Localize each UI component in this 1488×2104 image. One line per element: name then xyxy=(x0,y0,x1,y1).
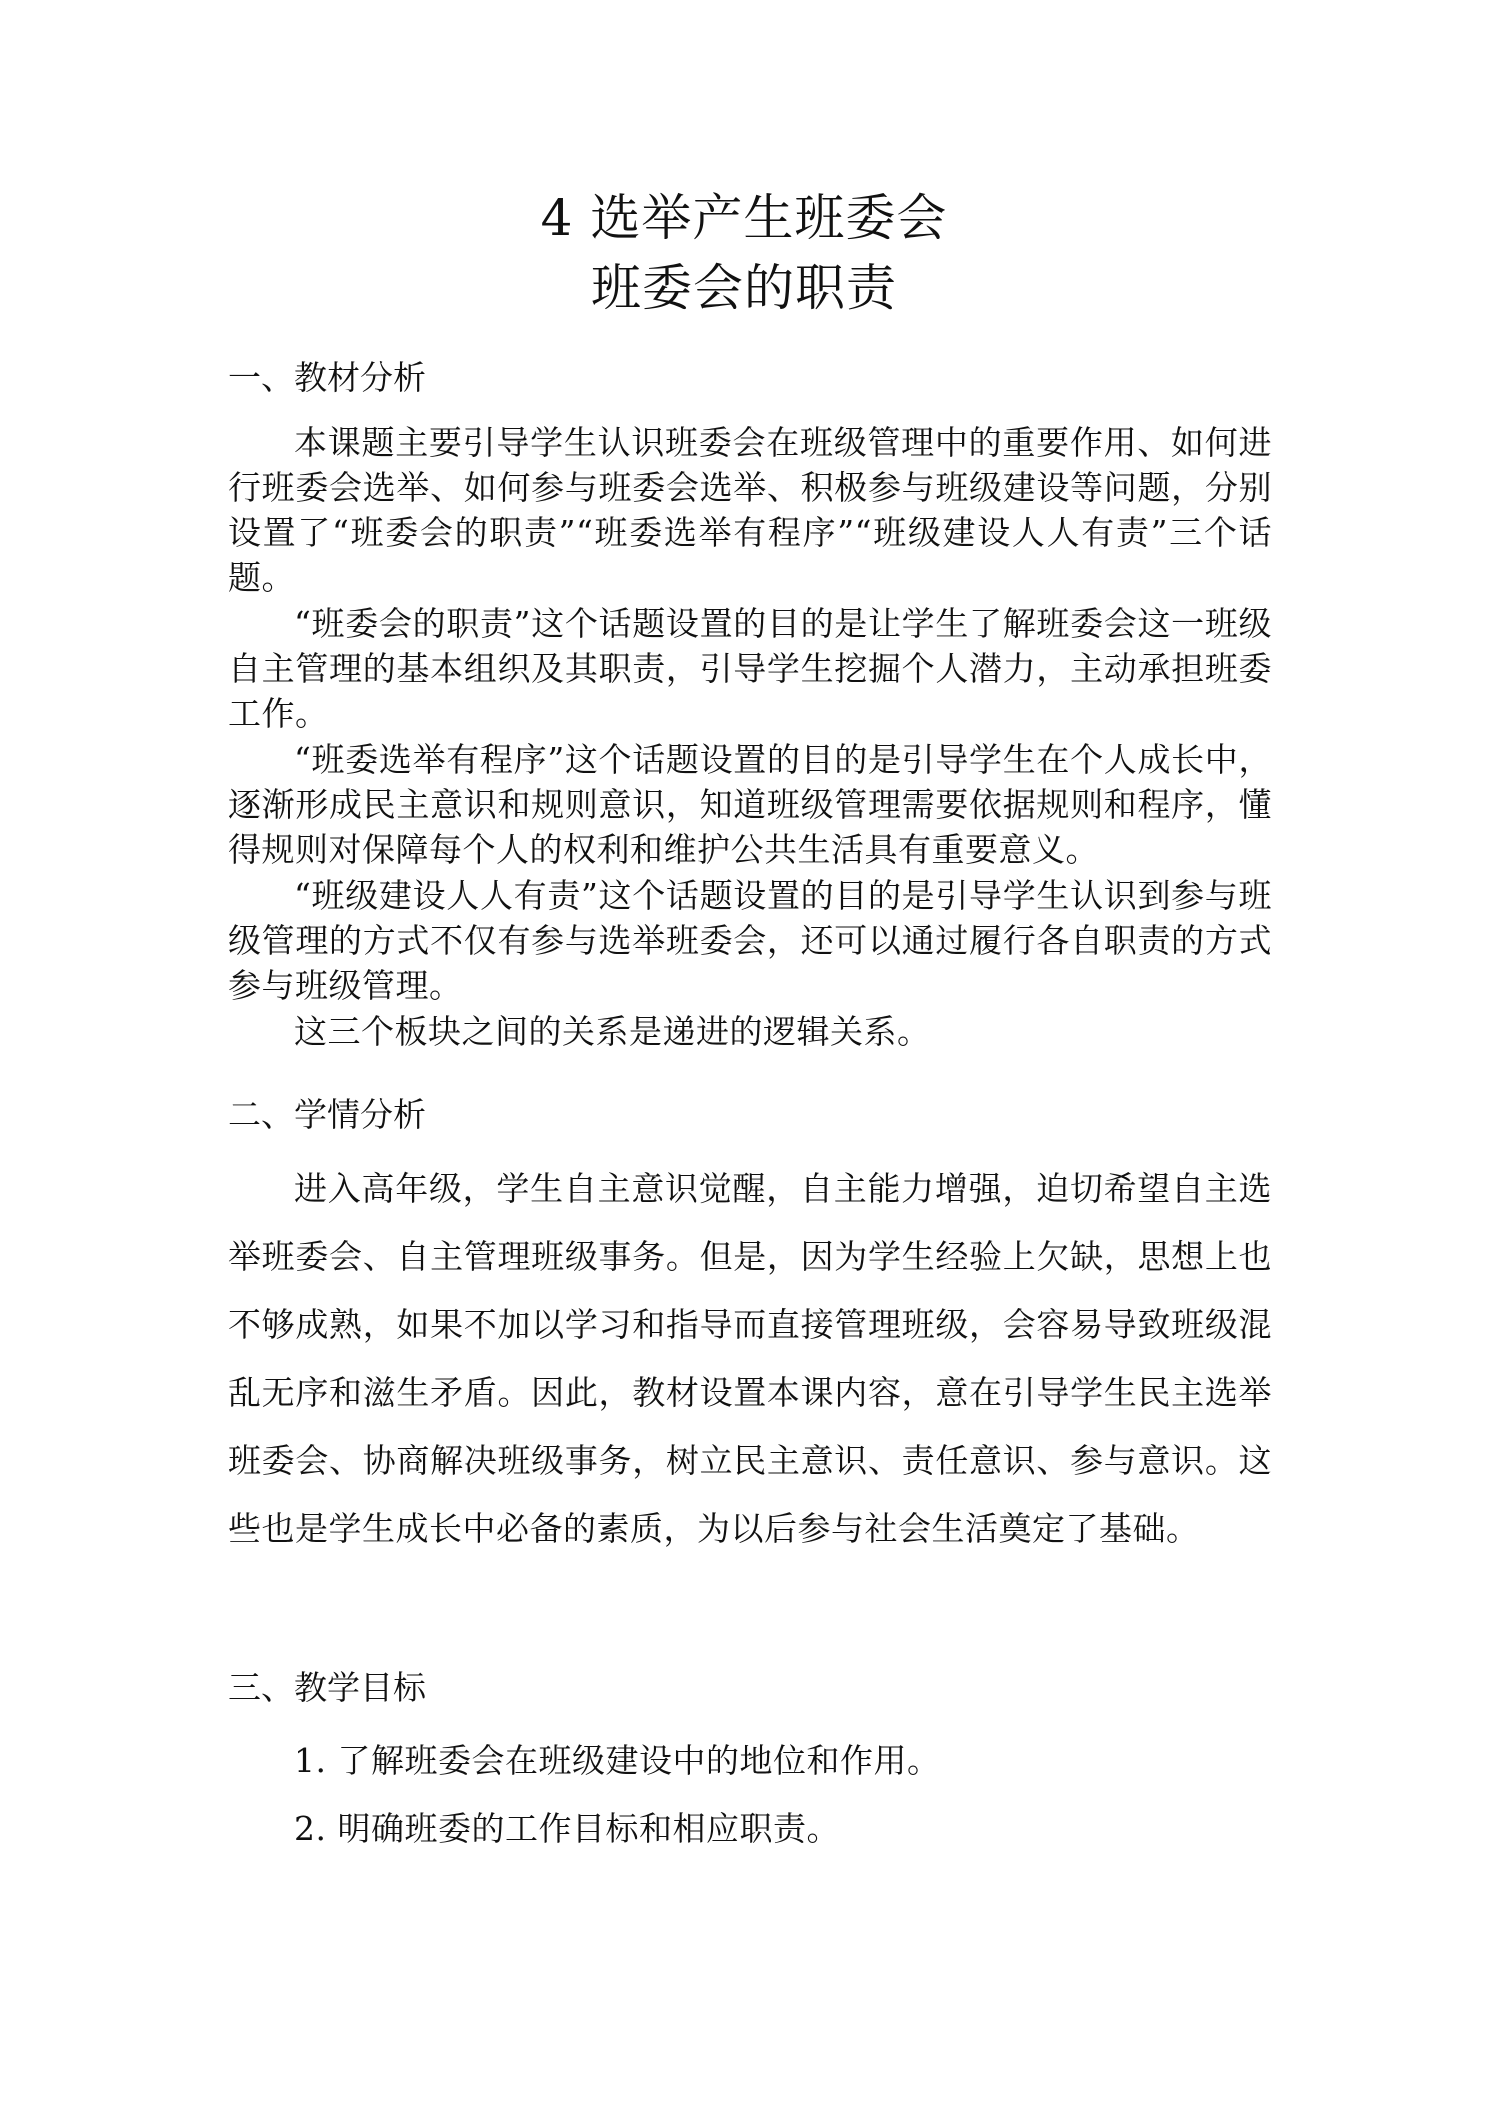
lesson-subtitle: 班委会的职责 xyxy=(591,259,897,317)
paragraph-student-analysis: 进入高年级，学生自主意识觉醒，自主能力增强，迫切希望自主选举班委会、自主管理班级事务。但是，因为学生经验上欠缺，思想上也不够成熟，如果不加以学习和指导而直接管理班级，会容易导致班级混乱无序和滋生矛盾。因此，教材设置本课内容，意在引导学生民主选举班委会、协商解决班级事务，树立民主意识、责任意识、参与意识。这些也是学生成长中必备的素质，为以后参与社会生活奠定了基础。 xyxy=(228,1169,1272,1548)
paragraph-topic-everyone-responsible: “班级建设人人有责”这个话题设置的目的是引导学生认识到参与班级管理的方式不仅有参与选举班委会，还可以通过履行各自职责的方式参与班级管理。 xyxy=(228,876,1272,1005)
section-heading-student-analysis: 二、学情分析 xyxy=(228,1095,426,1134)
goal-item-2: 2. 明确班委的工作目标和相应职责。 xyxy=(294,1809,840,1848)
paragraph-topic-committee-duties: “班委会的职责”这个话题设置的目的是让学生了解班委会这一班级自主管理的基本组织及其职责，引导学生挖掘个人潜力，主动承担班委工作。 xyxy=(228,604,1272,733)
lesson-title: 4 选举产生班委会 xyxy=(540,189,948,247)
goal-item-1: 1. 了解班委会在班级建设中的地位和作用。 xyxy=(294,1741,941,1780)
section-heading-textbook-analysis: 一、教材分析 xyxy=(228,358,426,397)
paragraph-textbook-overview: 本课题主要引导学生认识班委会在班级管理中的重要作用、如何进行班委会选举、如何参与班委会选举、积极参与班级建设等问题，分别设置了“班委会的职责”“班委选举有程序”“班级建设人人有责”三个话题。 xyxy=(228,423,1272,597)
paragraph-topic-election-procedure: “班委选举有程序”这个话题设置的目的是引导学生在个人成长中，逐渐形成民主意识和规则意识，知道班级管理需要依据规则和程序，懂得规则对保障每个人的权利和维护公共生活具有重要意义。 xyxy=(228,740,1272,869)
paragraph-sections-relationship: 这三个板块之间的关系是递进的逻辑关系。 xyxy=(294,1012,931,1051)
section-heading-teaching-goals: 三、教学目标 xyxy=(228,1668,426,1707)
